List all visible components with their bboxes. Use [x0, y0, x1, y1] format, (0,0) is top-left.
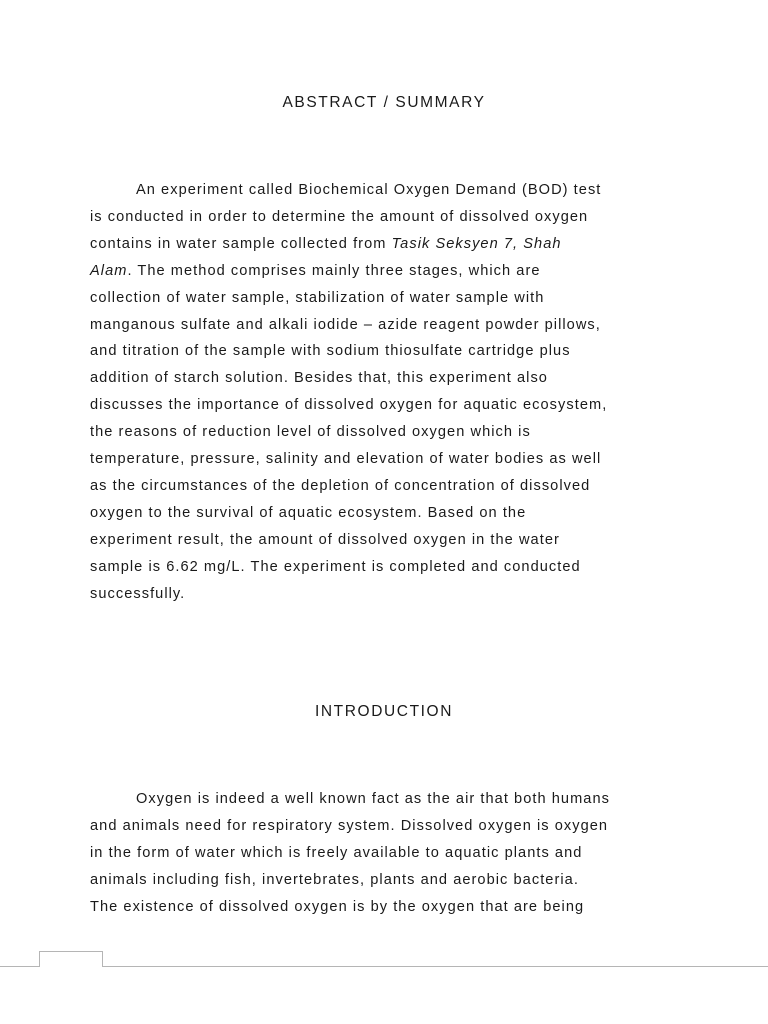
paragraph-line: animals including fish, invertebrates, plants and aerobic bacteria. — [90, 871, 579, 888]
paragraph-text: contains in water sample collected from — [90, 235, 392, 252]
paragraph-line — [90, 231, 680, 258]
paragraph-line: An experiment called Biochemical Oxygen Demand (BOD) test — [136, 182, 602, 198]
paragraph-line: the reasons of reduction level of dissolved oxygen which is — [90, 424, 531, 441]
paragraph-line: experiment result, the amount of dissolved oxygen in the water — [90, 531, 560, 548]
paragraph-line: temperature, pressure, salinity and elevation of water bodies as well — [90, 451, 602, 468]
paragraph-line: is conducted in order to determine the amount of dissolved oxygen — [90, 208, 589, 225]
paragraph-line: sample is 6.62 mg/L. The experiment is completed and conducted — [90, 558, 581, 575]
paragraph-line — [90, 258, 680, 285]
paragraph-line: collection of water sample, stabilization of water sample with — [90, 289, 545, 306]
introduction-heading: INTRODUCTION — [314, 703, 454, 720]
paragraph-line: manganous sulfate and alkali iodide – azide reagent powder pillows, — [90, 316, 601, 333]
location-name-italic: Tasik Seksyen 7, Shah — [391, 235, 562, 252]
paragraph-line: addition of starch solution. Besides that, this experiment also — [90, 370, 548, 387]
paragraph-line: discusses the importance of dissolved oxygen for aquatic ecosystem, — [90, 397, 608, 414]
paragraph-line: in the form of water which is freely available to aquatic plants and — [90, 844, 583, 861]
paragraph-line: and titration of the sample with sodium thiosulfate cartridge plus — [90, 343, 571, 360]
paragraph-text: . The method comprises mainly three stages, which are — [127, 262, 541, 279]
paragraph-line: Oxygen is indeed a well known fact as the air that both humans — [136, 791, 610, 807]
location-name-italic: Alam — [90, 262, 128, 279]
abstract-heading: ABSTRACT / SUMMARY — [282, 94, 486, 111]
page-number-box — [39, 951, 103, 967]
paragraph-line: successfully. — [90, 585, 186, 602]
abstract-paragraph — [90, 177, 680, 608]
paragraph-line: and animals need for respiratory system. Dissolved oxygen is oxygen — [90, 817, 609, 834]
paragraph-line: The existence of dissolved oxygen is by the oxygen that are being — [90, 898, 585, 915]
introduction-paragraph — [90, 786, 680, 921]
footer-divider — [0, 966, 768, 967]
paragraph-line: oxygen to the survival of aquatic ecosystem. Based on the — [90, 504, 527, 521]
paragraph-line: as the circumstances of the depletion of concentration of dissolved — [90, 477, 591, 494]
